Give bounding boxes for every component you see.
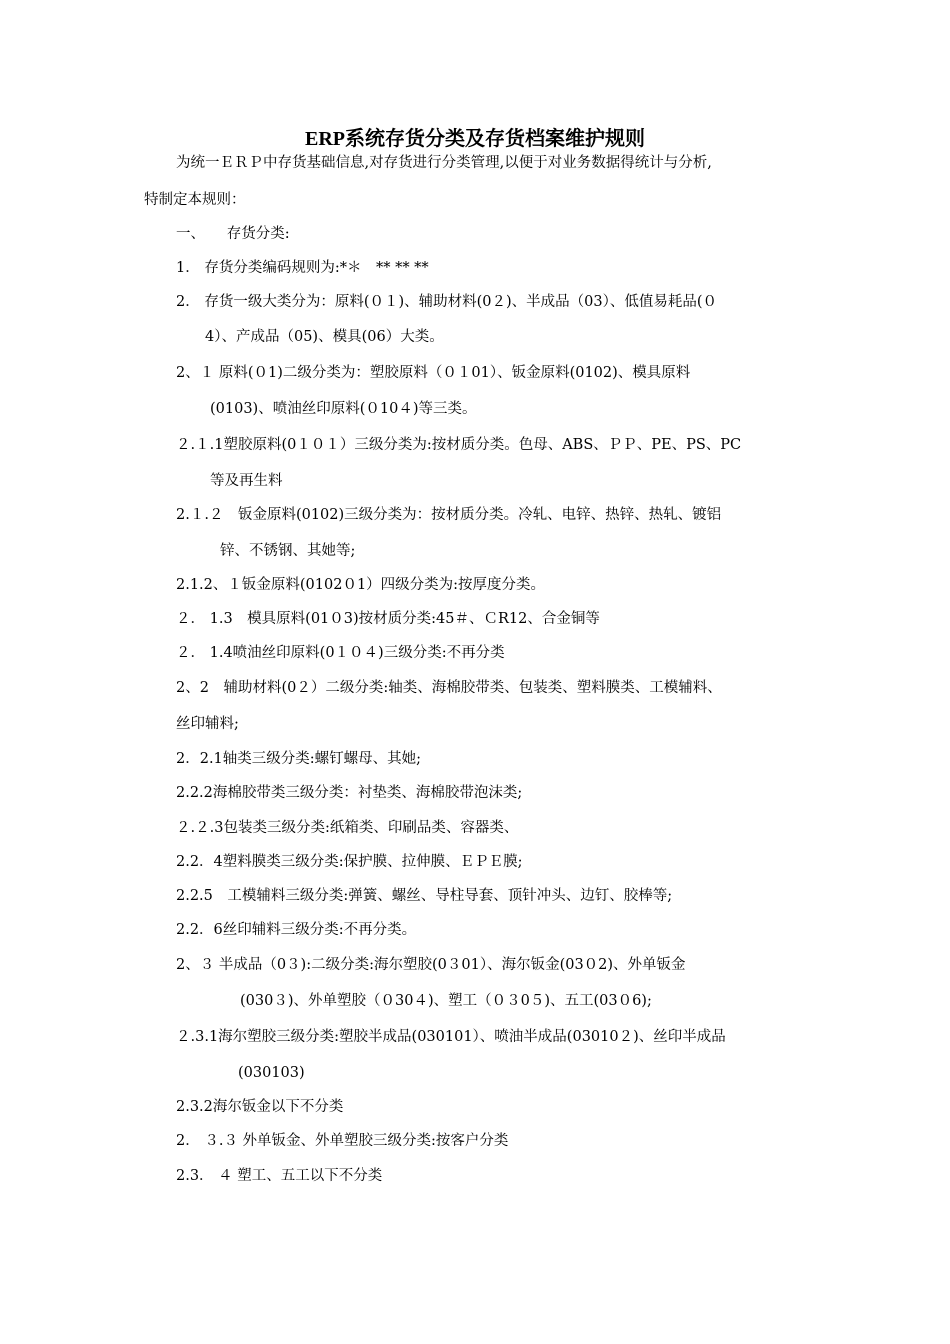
list-item: ２.２.3包装类三级分类:纸箱类、印刷品类、容器类、 — [176, 820, 519, 836]
list-item: 2.2.2海棉胶带类三级分类：衬垫类、海棉胶带泡沫类; — [176, 785, 523, 801]
list-item: 2.1.2、１钣金原料(0102０1）四级分类为:按厚度分类。 — [176, 577, 546, 593]
paragraph-line: 特制定本规则： — [144, 192, 246, 208]
list-item: 2.１.２ 钣金原料(0102)三级分类为：按材质分类。冷轧、电锌、热锌、热轧、镀铝 — [176, 507, 722, 523]
list-item: 2、2 辅助材料(0２）二级分类:轴类、海棉胶带类、包装类、塑料膜类、工模辅料、 — [176, 680, 722, 696]
list-item: ２.3.1海尔塑胶三级分类:塑胶半成品(030101）、喷油半成品(03010２)、丝印半成品 — [176, 1029, 726, 1045]
list-item-continuation: (030３)、外单塑胶（０30４)、塑工（０３0５)、五工(03０6); — [240, 993, 652, 1009]
list-item-continuation: (0103)、喷油丝印原料(０10４)等三类。 — [210, 401, 477, 417]
list-item: 2.3． ４ 塑工、五工以下不分类 — [176, 1168, 383, 1184]
list-item: 1． 存货分类编码规则为:*＊ ** ** ** — [176, 260, 429, 276]
list-item-continuation: (030103) — [238, 1065, 305, 1081]
list-item: ２． 1.3 模具原料(01０3)按材质分类:45＃、ＣR12、合金铜等 — [176, 611, 600, 627]
list-item: 2．2.1轴类三级分类:螺钉螺母、其她; — [176, 751, 422, 767]
list-item: 2.2.5 工模辅料三级分类:弹簧、螺丝、导柱导套、顶针冲头、边钉、胶棒等; — [176, 888, 673, 904]
list-item: ２.１.1塑胶原料(0１０１）三级分类为:按材质分类。色母、ABS、ＰＰ、PE、PS、PC — [176, 437, 742, 453]
list-item: 2． 存货一级大类分为：原料(０１)、辅助材料(0２)、半成品（03）、低值易耗品(０ — [176, 294, 718, 310]
list-item-continuation: 4）、产成品（05)、模具(06）大类。 — [205, 329, 444, 345]
list-item: 2.2．6丝印辅料三级分类:不再分类。 — [176, 922, 417, 938]
section-heading: 一、 存货分类: — [176, 226, 290, 242]
list-item: 2.2．4塑料膜类三级分类:保护膜、拉伸膜、ＥＰＥ膜; — [176, 854, 523, 870]
list-item: 2． ３.３ 外单钣金、外单塑胶三级分类:按客户分类 — [176, 1133, 509, 1149]
list-item: ２． 1.4喷油丝印原料(0１０４)三级分类:不再分类 — [176, 645, 505, 661]
list-item-continuation: 等及再生料 — [210, 473, 283, 489]
list-item: 2.3.2海尔钣金以下不分类 — [176, 1099, 344, 1115]
paragraph-line: 为统一ＥＲＰ中存货基础信息,对存货进行分类管理,以便于对业务数据得统计与分析, — [176, 155, 712, 171]
document-title: ERP系统存货分类及存货档案维护规则 — [305, 128, 645, 150]
list-item-continuation: 丝印辅料; — [176, 716, 239, 732]
list-item-continuation: 锌、不锈钢、其她等; — [220, 543, 356, 559]
list-item: 2、１ 原料(０1)二级分类为：塑胶原料（０１01）、钣金原料(0102)、模具原料 — [176, 365, 691, 381]
list-item: 2、３ 半成品（0３):二级分类:海尔塑胶(0３01）、海尔钣金(03０2)、外单钣金 — [176, 957, 686, 973]
